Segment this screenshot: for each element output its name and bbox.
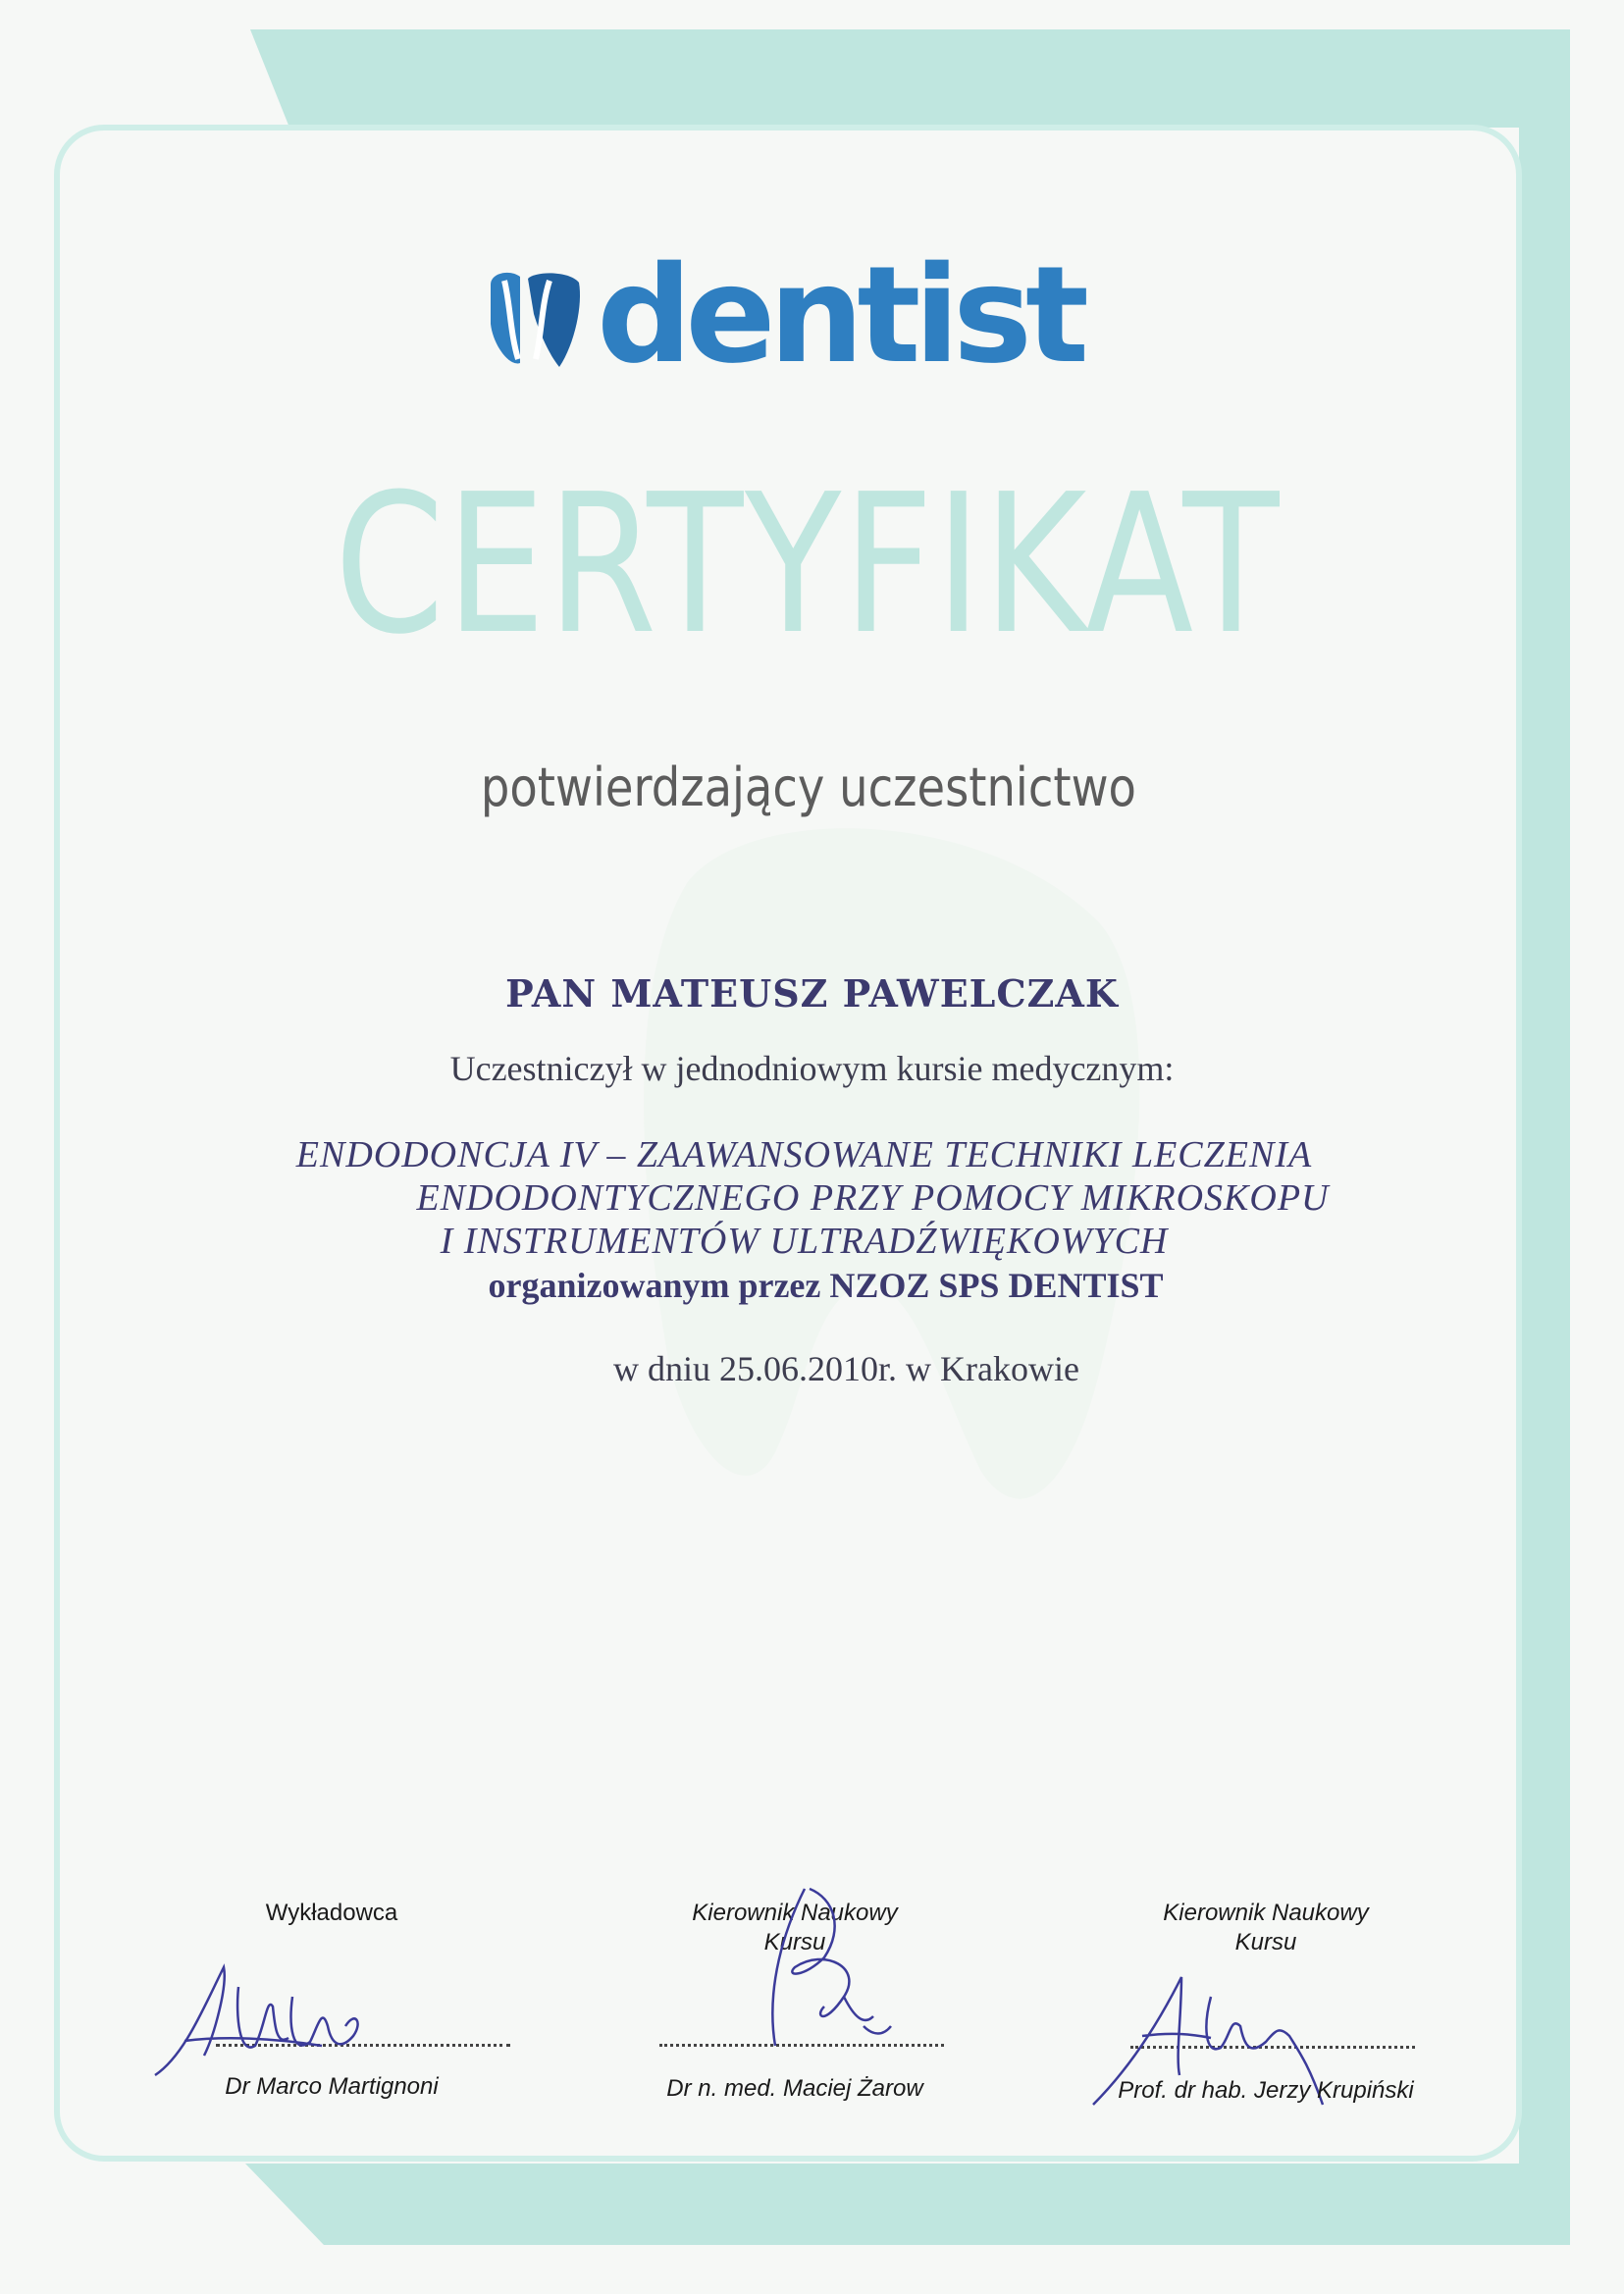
course-title-line-1: ENDODONCJA IV – ZAAWANSOWANE TECHNIKI LECZENIA <box>295 1134 1313 1175</box>
participation-statement: Uczestniczył w jednodniowym kursie medycznym: <box>449 1049 1175 1088</box>
certificate-subtitle: potwierdzający uczestnictwo <box>480 756 1136 818</box>
handwritten-signature-icon <box>145 1948 400 2085</box>
signature-role-line-2: Kursu <box>763 1929 826 1955</box>
handwritten-signature-icon <box>726 1869 922 2065</box>
certificate-title: CERTYFIKAT <box>334 453 1282 677</box>
signature-block-scientific-director-2 <box>1070 1899 1462 2114</box>
date-and-place: w dniu 25.06.2010r. w Krakowie <box>613 1349 1079 1388</box>
signatory-name: Prof. dr hab. Jerzy Krupiński <box>1118 2077 1414 2104</box>
signature-role-line-2: Kursu <box>1234 1929 1297 1955</box>
signature-role: Wykładowca <box>265 1900 398 1926</box>
signature-block-lecturer <box>135 1899 528 2114</box>
organizer-statement: organizowanym przez NZOZ SPS DENTIST <box>488 1266 1164 1305</box>
signature-role: Kierownik Naukowy <box>1163 1900 1369 1926</box>
recipient-name: PAN MATEUSZ PAWELCZAK <box>505 971 1119 1016</box>
tooth-icon <box>481 265 589 383</box>
logo-wordmark: dentist <box>597 238 1082 393</box>
course-title-line-3: I INSTRUMENTÓW ULTRADŹWIĘKOWYCH <box>440 1221 1169 1262</box>
dentist-logo <box>481 238 1089 393</box>
signatory-name: Dr n. med. Maciej Żarow <box>666 2075 923 2102</box>
signature-block-scientific-director-1 <box>599 1899 991 2114</box>
signatory-name: Dr Marco Martignoni <box>225 2073 439 2100</box>
course-title-line-2: ENDODONTYCZNEGO PRZY POMOCY MIKROSKOPU <box>416 1177 1330 1219</box>
signature-role: Kierownik Naukowy <box>692 1900 898 1926</box>
